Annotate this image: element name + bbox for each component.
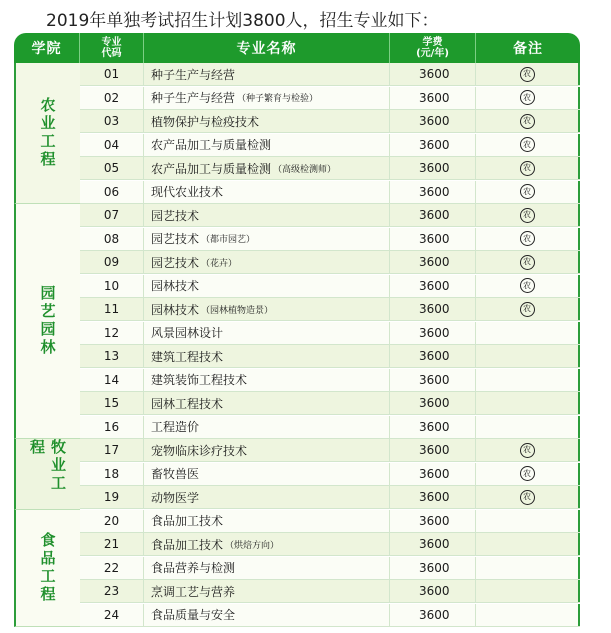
table-row bbox=[80, 416, 580, 439]
note-cell bbox=[476, 63, 580, 85]
major-name-cell bbox=[144, 557, 390, 579]
col-fee bbox=[390, 33, 476, 63]
note-cell bbox=[476, 557, 580, 579]
note-cell bbox=[476, 228, 580, 250]
major-name-cell bbox=[144, 486, 390, 508]
col-fee-line1: 学费 bbox=[422, 37, 443, 48]
major-code: 02 bbox=[80, 87, 144, 109]
major-name: 植物保护与检疫技术 bbox=[151, 114, 260, 129]
majors-table bbox=[14, 33, 580, 633]
college-group bbox=[14, 510, 80, 628]
note-cell bbox=[476, 369, 580, 391]
major-name-cell bbox=[144, 533, 390, 555]
major-name: 园艺技术 bbox=[151, 232, 200, 246]
major-code: 06 bbox=[80, 181, 144, 203]
major-name-cell bbox=[144, 604, 390, 626]
major-name-cell bbox=[144, 345, 390, 367]
table-row bbox=[80, 486, 580, 509]
major-name: 农产品加工与质量检测 bbox=[151, 161, 272, 176]
tuition-fee: 3600 bbox=[390, 322, 476, 344]
note-cell bbox=[476, 157, 580, 179]
major-direction: （种子繁育与检验） bbox=[237, 94, 319, 104]
major-code: 14 bbox=[80, 369, 144, 391]
college-group bbox=[14, 204, 80, 439]
note-cell bbox=[476, 439, 580, 461]
major-code: 24 bbox=[80, 604, 144, 626]
major-name-cell bbox=[144, 439, 390, 461]
table-row bbox=[80, 369, 580, 392]
table-row bbox=[80, 298, 580, 321]
major-code: 23 bbox=[80, 580, 144, 602]
major-name-cell bbox=[144, 322, 390, 344]
major-code: 03 bbox=[80, 110, 144, 132]
note-cell bbox=[476, 533, 580, 555]
major-name: 建筑工程技术 bbox=[151, 349, 224, 364]
agriculture-badge-icon: 农 bbox=[520, 231, 535, 246]
tuition-fee: 3600 bbox=[390, 181, 476, 203]
college-name: 牧业工程 bbox=[28, 439, 67, 493]
major-name: 宠物临床诊疗技术 bbox=[151, 443, 248, 458]
major-code: 10 bbox=[80, 275, 144, 297]
tuition-fee: 3600 bbox=[390, 157, 476, 179]
major-code: 18 bbox=[80, 463, 144, 485]
note-cell bbox=[476, 322, 580, 344]
agriculture-badge-icon: 农 bbox=[520, 67, 535, 82]
tuition-fee: 3600 bbox=[390, 580, 476, 602]
tuition-fee: 3600 bbox=[390, 604, 476, 626]
tuition-fee: 3600 bbox=[390, 228, 476, 250]
major-name-cell bbox=[144, 63, 390, 85]
major-name-cell bbox=[144, 580, 390, 602]
agriculture-badge-icon: 农 bbox=[520, 278, 535, 293]
tuition-fee: 3600 bbox=[390, 204, 476, 226]
table-row bbox=[80, 392, 580, 415]
note-cell bbox=[476, 181, 580, 203]
major-code: 05 bbox=[80, 157, 144, 179]
major-direction: （高级检测师） bbox=[273, 164, 337, 175]
note-cell bbox=[476, 416, 580, 438]
college-group bbox=[14, 439, 80, 510]
agriculture-badge-icon: 农 bbox=[520, 466, 535, 481]
major-code: 13 bbox=[80, 345, 144, 367]
major-name-cell bbox=[144, 463, 390, 485]
major-name: 园艺技术 bbox=[151, 208, 200, 223]
table-row bbox=[80, 439, 580, 462]
tuition-fee: 3600 bbox=[390, 463, 476, 485]
major-name-cell bbox=[144, 369, 390, 391]
table-row bbox=[80, 557, 580, 580]
major-name: 农产品加工与质量检测 bbox=[151, 138, 272, 152]
major-name: 现代农业技术 bbox=[151, 185, 224, 199]
tuition-fee: 3600 bbox=[390, 87, 476, 109]
table-row bbox=[80, 275, 580, 298]
major-name: 工程造价 bbox=[151, 420, 200, 434]
major-code: 09 bbox=[80, 251, 144, 273]
note-cell bbox=[476, 510, 580, 532]
table-row bbox=[80, 533, 580, 556]
major-code: 15 bbox=[80, 392, 144, 414]
agriculture-badge-icon: 农 bbox=[520, 208, 535, 223]
table-header bbox=[14, 33, 580, 63]
note-cell bbox=[476, 275, 580, 297]
tuition-fee: 3600 bbox=[390, 63, 476, 85]
tuition-fee: 3600 bbox=[390, 110, 476, 132]
tuition-fee: 3600 bbox=[390, 486, 476, 508]
tuition-fee: 3600 bbox=[390, 134, 476, 156]
major-name-cell bbox=[144, 110, 390, 132]
note-cell bbox=[476, 87, 580, 109]
col-note: 备注 bbox=[513, 41, 543, 57]
major-name-cell bbox=[144, 275, 390, 297]
major-code: 11 bbox=[80, 298, 144, 320]
major-name-cell bbox=[144, 298, 390, 320]
major-name: 食品加工技术 bbox=[151, 537, 224, 552]
major-code: 19 bbox=[80, 486, 144, 508]
agriculture-badge-icon: 农 bbox=[520, 161, 535, 176]
major-direction: （花卉） bbox=[201, 258, 238, 269]
table-row bbox=[80, 134, 580, 157]
major-name-cell bbox=[144, 510, 390, 532]
note-cell bbox=[476, 345, 580, 367]
note-cell bbox=[476, 486, 580, 508]
major-name: 种子生产与经营 bbox=[151, 91, 236, 105]
table-row bbox=[80, 181, 580, 204]
note-cell bbox=[476, 604, 580, 626]
note-cell bbox=[476, 134, 580, 156]
note-cell bbox=[476, 580, 580, 602]
tuition-fee: 3600 bbox=[390, 275, 476, 297]
major-name: 食品营养与检测 bbox=[151, 561, 236, 575]
tuition-fee: 3600 bbox=[390, 416, 476, 438]
note-cell bbox=[476, 463, 580, 485]
major-code: 01 bbox=[80, 63, 144, 85]
agriculture-badge-icon: 农 bbox=[520, 90, 535, 105]
major-name: 园林技术 bbox=[151, 279, 200, 293]
major-code: 07 bbox=[80, 204, 144, 226]
major-direction: （园林植物造景） bbox=[201, 305, 274, 316]
agriculture-badge-icon: 农 bbox=[520, 137, 535, 152]
col-name: 专业名称 bbox=[144, 33, 390, 63]
note-cell bbox=[476, 204, 580, 226]
major-code: 12 bbox=[80, 322, 144, 344]
col-college: 学院 bbox=[14, 33, 80, 63]
major-code: 20 bbox=[80, 510, 144, 532]
table-row bbox=[80, 228, 580, 251]
college-group bbox=[14, 63, 80, 204]
major-name: 烹调工艺与营养 bbox=[151, 584, 236, 599]
major-name-cell bbox=[144, 157, 390, 179]
major-code: 08 bbox=[80, 228, 144, 250]
col-code-line2: 代码 bbox=[101, 48, 122, 59]
college-name: 园艺园林 bbox=[38, 285, 57, 357]
table-row bbox=[80, 157, 580, 180]
major-direction: （烘焙方向） bbox=[225, 540, 280, 551]
col-fee-line2: (元/年) bbox=[416, 48, 449, 59]
note-cell bbox=[476, 298, 580, 320]
table-row bbox=[80, 463, 580, 486]
major-name: 园艺技术 bbox=[151, 255, 200, 270]
major-name: 畜牧兽医 bbox=[151, 467, 200, 481]
major-name-cell bbox=[144, 251, 390, 273]
major-name: 种子生产与经营 bbox=[151, 67, 236, 82]
col-code bbox=[80, 33, 144, 63]
college-name: 农业工程 bbox=[38, 97, 57, 169]
tuition-fee: 3600 bbox=[390, 533, 476, 555]
table-row bbox=[80, 251, 580, 274]
major-name-cell bbox=[144, 134, 390, 156]
major-code: 22 bbox=[80, 557, 144, 579]
table-row bbox=[80, 510, 580, 533]
major-name: 园林技术 bbox=[151, 302, 200, 317]
agriculture-badge-icon: 农 bbox=[520, 302, 535, 317]
major-name-cell bbox=[144, 392, 390, 414]
tuition-fee: 3600 bbox=[390, 345, 476, 367]
major-name-cell bbox=[144, 204, 390, 226]
note-cell bbox=[476, 110, 580, 132]
agriculture-badge-icon: 农 bbox=[520, 255, 535, 270]
table-row bbox=[80, 322, 580, 345]
major-direction: （都市园艺） bbox=[201, 235, 256, 245]
major-code: 04 bbox=[80, 134, 144, 156]
table-row bbox=[80, 110, 580, 133]
note-cell bbox=[476, 392, 580, 414]
note-cell bbox=[476, 251, 580, 273]
table-row bbox=[80, 87, 580, 110]
tuition-fee: 3600 bbox=[390, 298, 476, 320]
table-row bbox=[80, 204, 580, 227]
table-row bbox=[80, 345, 580, 368]
agriculture-badge-icon: 农 bbox=[520, 114, 535, 129]
major-name-cell bbox=[144, 181, 390, 203]
major-name: 建筑装饰工程技术 bbox=[151, 373, 248, 387]
table-row bbox=[80, 63, 580, 86]
tuition-fee: 3600 bbox=[390, 392, 476, 414]
major-code: 16 bbox=[80, 416, 144, 438]
page-heading: 2019年单独考试招生计划3800人，招生专业如下： bbox=[46, 11, 439, 31]
tuition-fee: 3600 bbox=[390, 510, 476, 532]
major-name-cell bbox=[144, 416, 390, 438]
agriculture-badge-icon: 农 bbox=[520, 184, 535, 199]
major-name: 食品加工技术 bbox=[151, 514, 224, 528]
major-code: 21 bbox=[80, 533, 144, 555]
major-name-cell bbox=[144, 87, 390, 109]
major-name: 园林工程技术 bbox=[151, 396, 224, 411]
tuition-fee: 3600 bbox=[390, 369, 476, 391]
agriculture-badge-icon: 农 bbox=[520, 490, 535, 505]
major-name: 食品质量与安全 bbox=[151, 608, 236, 622]
major-name: 风景园林设计 bbox=[151, 326, 224, 340]
table-row bbox=[80, 604, 580, 627]
tuition-fee: 3600 bbox=[390, 439, 476, 461]
col-code-line1: 专业 bbox=[101, 37, 122, 48]
major-code: 17 bbox=[80, 439, 144, 461]
tuition-fee: 3600 bbox=[390, 557, 476, 579]
major-name: 动物医学 bbox=[151, 490, 200, 505]
table-row bbox=[80, 580, 580, 603]
tuition-fee: 3600 bbox=[390, 251, 476, 273]
college-name: 食品工程 bbox=[38, 531, 57, 604]
agriculture-badge-icon: 农 bbox=[520, 443, 535, 458]
major-name-cell bbox=[144, 228, 390, 250]
